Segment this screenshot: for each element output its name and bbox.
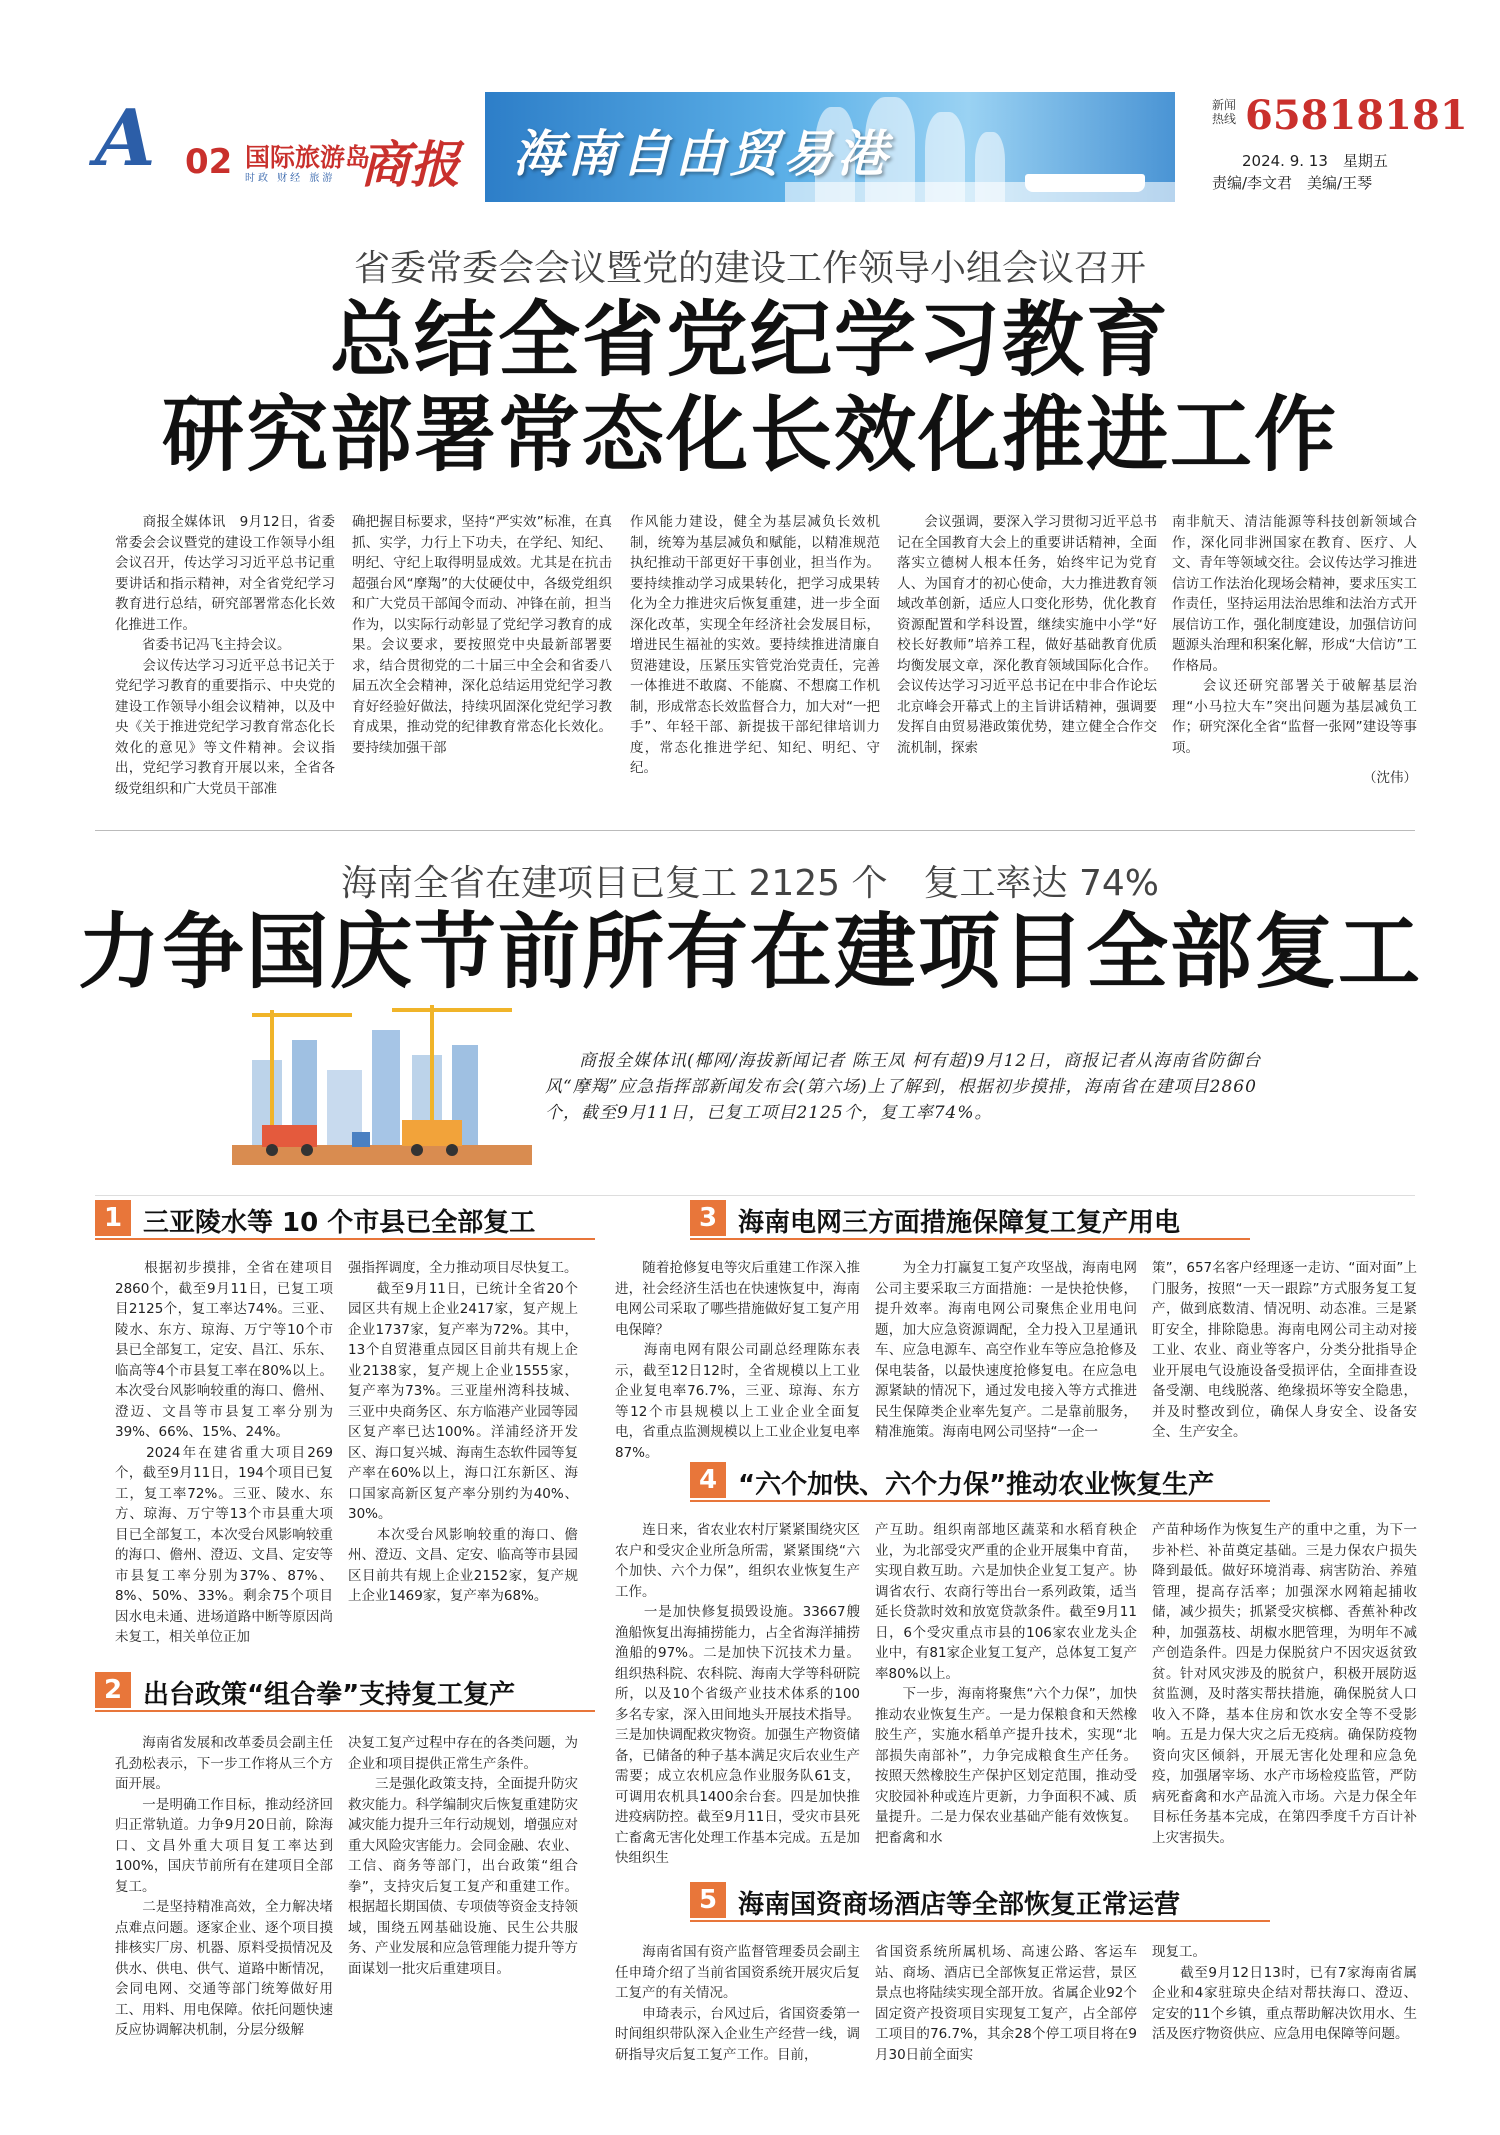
section-3-column: 为全力打赢复工复产攻坚战，海南电网公司主要采取三方面措施：一是快抢快修，提升效率。海南电网公司聚焦企业用电问题，加大应急资源调配，全力投入卫星通讯车、应急电源车、高空作业车等应急抢修及保电装备，以最快速度抢修复电。在应急电源紧缺的情况下，通过发电接入等方式推进民生保障类企业率先复产。二是靠前服务，精准施策。海南电网公司坚持“一企一 bbox=[875, 1260, 1137, 1440]
story1-headline-line2: 研究部署常态化长效化推进工作 bbox=[161, 388, 1338, 483]
section-1-column: 强指挥调度，全力推动项目尽快复工。 截至9月11日，已统计全省20个园区共有规上企业2417家，复产规上企业1737家，复产率为72%。其中，13个自贸港重点园区目前共有规上企业2138家，复产规上企业1555家，复产率为73%。三亚崖州湾科技城、三亚中央商务区、东方临港产业园等园区复产率已达100%。洋浦经济开发区、海口复兴城、海南生态软件园等复产率在60%以上，海口江东新区、海口国家高新区复产率分别约为40%、30%。 本次受台风影响较重的海口、儋州、澄迈、文昌、定安、临高等市县园区目前共有规上企业2152家，复产规上企业1469家，复产率为68%。 bbox=[348, 1260, 578, 1604]
issue-date: 2024. 9. 13 星期五 bbox=[1242, 152, 1388, 170]
story1-headline-line1: 总结全省党纪学习教育 bbox=[329, 293, 1170, 388]
story1-column: 商报全媒体讯 9月12日，省委常委会会议暨党的建设工作领导小组会议召开，传达学习习近平总书记重要讲话和指示精神，对全省党纪学习教育进行总结，研究部署常态化长效化推进工作。 省委书记冯飞主持会议。 会议传达学习习近平总书记关于党纪学习教育的重要指示、中央党的建设工作领导小组会议精神，以及中央《关于推进党纪学习教育常态化长效化的意见》等文件精神。会议指出，党纪学习教育开展以来，全省各级党组织和广大党员干部准 bbox=[115, 514, 335, 797]
paper-callig: 商报 bbox=[360, 135, 460, 194]
story1-column: 确把握目标要求，坚持“严实效”标准，在真抓、实学，力行上下功夫，在学纪、知纪、明纪、守纪上取得明显成效。尤其是在抗击超强台风“摩羯”的大仗硬仗中，各级党组织和广大党员干部闻令而动、冲锋在前，担当作为，以实际行动彰显了党纪学习教育的成果。会议要求，要按照党中央最新部署要求，结合贯彻党的二十届三中全会和省委八届五次全会精神，深化总结运用党纪学习教育好经验好做法，持续巩固深化党纪学习教育成果，推动党的纪律教育常态化长效化。要持续加强干部 bbox=[352, 514, 612, 756]
section-title: 海南电网三方面措施保障复工复产用电 bbox=[738, 1208, 1181, 1238]
story2-lead: 商报全媒体讯(椰网/海拔新闻记者 陈王凤 柯有超)9月12日，商报记者从海南省防御台风“摩羯”应急指挥部新闻发布会(第六场)上了解到，根据初步摸排，海南省在建项目2860个，截至9月11日，已复工项目2125个，复工率74%。 bbox=[545, 1051, 1262, 1123]
editors: 责编/李文君 美编/王琴 bbox=[1212, 174, 1373, 192]
story2-kicker: 海南全省在建项目已复工 2125 个 复工率达 74% bbox=[341, 863, 1159, 904]
banner-text: 海南自由贸易港 bbox=[513, 124, 891, 183]
hotline-number: 65818181 bbox=[1245, 92, 1468, 139]
section-3-heading bbox=[690, 1200, 1250, 1238]
story1-column: 南非航天、清洁能源等科技创新领域合作，深化同非洲国家在教育、医疗、人文、青年等领域交往。会议传达学习推进信访工作法治化现场会精神，要求压实工作责任，坚持运用法治思维和法治方式开展信访工作，强化制度建设，加强信访问题源头治理和积案化解，形成“大信访”工作格局。 会议还研究部署关于破解基层治理“小马拉大车”突出问题为基层减负工作；研究深化全省“监督一张网”建设等事项。 bbox=[1172, 514, 1417, 756]
paper-name: 国际旅游岛 bbox=[245, 143, 371, 172]
section-4-column: 产互助。组织南部地区蔬菜和水稻育秧企业，为北部受灾严重的企业开展集中育苗，实现自救互助。六是加快企业复工复产。协调省农行、农商行等出台一系列政策，适当延长贷款时效和放宽贷款条件。截至9月11日，6个受灾重点市县的106家农业龙头企业中，有81家企业复工复产，总体复工复产率80%以上。 下一步，海南将聚焦“六个力保”，加快推动农业恢复生产。一是力保粮食和天然橡胶生产，实施水稻单产提升技术，实现“北部损失南部补”，力争完成粮食生产任务。按照天然橡胶生产保护区划定范围，推动受灾胶园补种或连片更新，力争面积不减、质量提升。二是力保农业基础产能有效恢复。把畜禽和水 bbox=[875, 1522, 1137, 1846]
section-3-column: 策”，657名客户经理逐一走访、“面对面”上门服务，按照“一天一跟踪”方式服务复工复产，做到底数清、情况明、动态准。三是紧盯安全，排除隐患。海南电网公司主动对接工业、农业、商业等客户，分类分批指导企业开展电气设施设备受损评估，全面排查设备受潮、电线脱落、绝缘损坏等安全隐患，并及时整改到位，确保人身安全、设备安全、生产安全。 bbox=[1152, 1260, 1417, 1440]
section-4-heading bbox=[690, 1462, 1270, 1500]
construction-illustration bbox=[232, 1000, 532, 1165]
section-5-heading bbox=[690, 1882, 1270, 1920]
section-2-heading bbox=[95, 1672, 595, 1710]
section-5-column: 省国资系统所属机场、高速公路、客运车站、商场、酒店已全部恢复正常运营，景区景点也将陆续实现全部开放。省属企业92个固定资产投资项目实现复工复产，占全部停工项目的76.7%，其余28个停工项目将在9月30日前全面实 bbox=[875, 1944, 1137, 2063]
section-4-column: 连日来，省农业农村厅紧紧围绕灾区农户和受灾企业所急所需，紧紧围绕“六个加快、六个力保”，组织农业恢复生产工作。 一是加快修复损毁设施。33667艘渔船恢复出海捕捞能力，占全省海洋捕捞渔船的97%。二是加快下沉技术力量。组织热科院、农科院、海南大学等科研院所，以及10个省级产业技术体系的100多名专家，深入田间地头开展技术指导。三是加快调配救灾物资。加强生产物资储备，已储备的种子基本满足灾后农业生产需要；成立农机应急作业服务队61支，可调用农机具1400余台套。四是加快推进疫病防控。截至9月11日，受灾市县死亡畜禽无害化处理工作基本完成。五是加快组织生 bbox=[615, 1522, 860, 1866]
section-1-heading bbox=[95, 1200, 595, 1238]
section-title: 出台政策“组合拳”支持复工复产 bbox=[143, 1680, 516, 1710]
section-title: “六个加快、六个力保”推动农业恢复生产 bbox=[738, 1470, 1215, 1500]
divider bbox=[95, 1195, 1415, 1196]
section-1-column: 根据初步摸排，全省在建项目2860个，截至9月11日，已复工项目2125个，复工率达74%。三亚、陵水、东方、琼海、万宁等10个市县已全部复工，定安、昌江、乐东、临高等4个市县复工率在80%以上。本次受台风影响较重的海口、儋州、澄迈、文昌等市县复工率分别为39%、66%、15%、24%。 2024年在建省重大项目269个，截至9月11日，194个项目已复工，复工率72%。三亚、陵水、东方、琼海、万宁等13个市县重大项目已全部复工，本次受台风影响较重的海口、儋州、澄迈、文昌、定安等市县复工率分别为37%、87%、8%、50%、33%。剩余75个项目因水电未通、进场道路中断等原因尚未复工，相关单位正加 bbox=[115, 1260, 333, 1645]
section-number: 5 bbox=[690, 1882, 726, 1918]
story2-headline: 力争国庆节前所有在建项目全部复工 bbox=[77, 905, 1422, 1000]
section-title: 海南国资商场酒店等全部恢复正常运营 bbox=[738, 1890, 1181, 1920]
section-2-column: 决复工复产过程中存在的各类问题，为企业和项目提供正常生产条件。 三是强化政策支持，全面提升防灾救灾能力。科学编制灾后恢复重建防灾减灾能力提升三年行动规划，增强应对重大风险灾害能力。会同金融、农业、工信、商务等部门，出台政策“组合拳”，支持灾后复工复产和重建工作。根据超长期国债、专项债等资金支持领域，围绕五网基础设施、民生公共服务、产业发展和应急管理能力提升等方面谋划一批灾后重建项目。 bbox=[348, 1735, 578, 1977]
paper-name-sub: 时政 财经 旅游 bbox=[245, 173, 336, 184]
section-4-column: 产苗种场作为恢复生产的重中之重，为下一步补栏、补苗奠定基础。三是力保农户损失降到最低。做好环境消毒、病害防治、养殖管理，提高存活率；加强深水网箱起捕收储，减少损失；抓紧受灾槟榔、香蕉补种改种，加强荔枝、胡椒水肥管理，为明年不减产创造条件。四是力保脱贫户不因灾返贫致贫。针对风灾涉及的脱贫户，积极开展防返贫监测，及时落实帮扶措施，确保脱贫人口收入不降，基本住房和饮水安全等不受影响。五是力保大灾之后无疫病。确保防疫物资向灾区倾斜，开展无害化处理和应急免疫，加强屠宰场、水产市场检疫监管，严防病死畜禽和水产品流入市场。六是力保全年目标任务基本完成，在第四季度千方百计补上灾害损失。 bbox=[1152, 1522, 1417, 1846]
section-number: 4 bbox=[690, 1462, 726, 1498]
story1-column: 作风能力建设，健全为基层减负长效机制，统筹为基层减负和赋能，以精准规范执纪推动干部更好干事创业，担当作为。要持续推动学习成果转化，把学习成果转化为全力推进灾后恢复重建，进一步全面深化改革，实现全年经济社会发展目标，增进民生福祉的实效。要持续推进清廉自贸港建设，压紧压实管党治党责任，完善一体推进不敢腐、不能腐、不想腐工作机制，形成常态长效监督合力，加大对“一把手”、年轻干部、新提拔干部纪律培训力度，常态化推进学纪、知纪、明纪、守纪。 bbox=[630, 514, 880, 776]
section-letter: A bbox=[95, 93, 156, 184]
banner bbox=[485, 92, 1175, 202]
section-number: 3 bbox=[690, 1200, 726, 1236]
hotline-label: 新闻热线 bbox=[1212, 98, 1237, 126]
section-title: 三亚陵水等 10 个市县已全部复工 bbox=[143, 1208, 536, 1238]
story1-kicker: 省委常委会会议暨党的建设工作领导小组会议召开 bbox=[353, 248, 1146, 289]
section-3-column: 随着抢修复电等灾后重建工作深入推进，社会经济生活也在快速恢复中，海南电网公司采取了哪些措施做好复工复产用电保障？ 海南电网有限公司副总经理陈东表示，截至12日12时，全省规模以上工业企业复电率76.7%，三亚、琼海、东方等12个市县规模以上工业企业全面复电，省重点监测规模以上工业企业复电率87%。 bbox=[615, 1260, 860, 1461]
divider bbox=[95, 830, 1415, 831]
section-5-column: 现复工。 截至9月12日13时，已有7家海南省属企业和4家驻琼央企结对帮扶海口、澄迈、定安的11个乡镇，重点帮助解决饮用水、生活及医疗物资供应、应急用电保障等问题。 bbox=[1152, 1944, 1417, 2042]
story1-byline: （沈伟） bbox=[1363, 770, 1417, 786]
page-number: 02 bbox=[185, 142, 233, 182]
section-number: 1 bbox=[95, 1200, 131, 1236]
story1-column: 会议强调，要深入学习贯彻习近平总书记在全国教育大会上的重要讲话精神，全面落实立德树人根本任务，始终牢记为党育人、为国育才的初心使命，大力推进教育领域改革创新，适应人口变化形势，优化教育资源配置和学科设置，继续实施中小学“好校长好教师”培养工程，做好基础教育优质均衡发展文章，深化教育领域国际化合作。会议传达学习习近平总书记在中非合作论坛北京峰会开幕式上的主旨讲话精神，强调要发挥自由贸易港政策优势，建立健全合作交流机制，探索 bbox=[897, 514, 1157, 756]
section-number: 2 bbox=[95, 1672, 131, 1708]
section-5-column: 海南省国有资产监督管理委员会副主任申琦介绍了当前省国资系统开展灾后复工复产的有关情况。 申琦表示，台风过后，省国资委第一时间组织带队深入企业生产经营一线，调研指导灾后复工复产工作。目前， bbox=[615, 1944, 860, 2063]
section-2-column: 海南省发展和改革委员会副主任孔劲松表示，下一步工作将从三个方面开展。 一是明确工作目标，推动经济回归正常轨道。力争9月20日前，除海口、文昌外重大项目复工率达到100%，国庆节前所有在建项目全部复工。 二是坚持精准高效，全力解决堵点难点问题。逐家企业、逐个项目摸排核实厂房、机器、原料受损情况及供水、供电、供气、道路中断情况，会同电网、交通等部门统筹做好用工、用料、用电保障。依托问题快速反应协调解决机制，分层分级解 bbox=[115, 1735, 333, 2038]
